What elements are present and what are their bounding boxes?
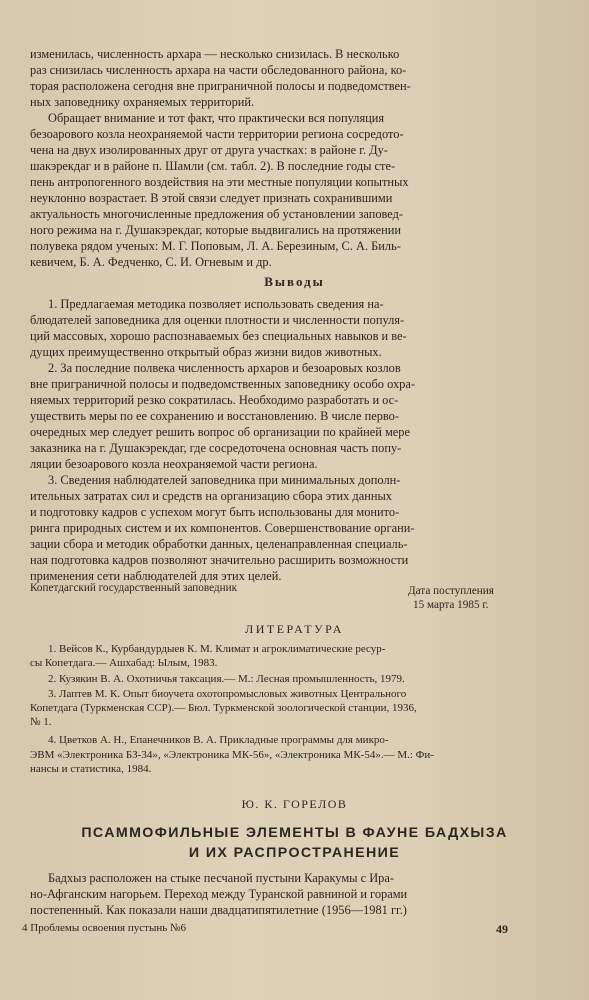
footer-signature: 4 Проблемы освоения пустынь №6 (22, 922, 186, 934)
page-number: 49 (496, 922, 508, 936)
text-line: шакэрекдаг и в районе п. Шамли (см. табл. 2). В последние годы сте- (30, 159, 396, 173)
reference-line: 3. Лаптев М. К. Опыт биоучета охотопромысловых животных Центрального (48, 688, 407, 700)
text-line: няемых территорий резко сократилась. Необходимо разработать и ос- (30, 393, 399, 407)
text-line: постепенный. Как показали наши двадцатипятилетние (1956—1981 гг.) (30, 903, 407, 917)
institution-name: Копетдагский государственный заповедник (30, 582, 238, 594)
text-line: раз снизилась численность архара на части обследованного района, ко- (30, 63, 407, 77)
reference-line: Копетдага (Туркменская ССР).— Бюл. Туркменской зоологической станции, 1936, (30, 702, 417, 714)
text-line: ительных затратах сил и средств на организацию сбора этих данных (30, 489, 392, 503)
text-line: ного режима на г. Душакэрекдаг, которые выдвигались на протяжении (30, 223, 402, 237)
text-line: пень антропогенного воздействия на эти местные популяции копытных (30, 175, 409, 189)
text-line: ций массовых, хорошо распознаваемых без специальных навыков и ве- (30, 329, 407, 343)
text-line: заказника на г. Душакэрекдаг, где сосредоточена основная часть попу- (30, 441, 402, 455)
text-line: и подготовку кадров с успехом могут быть использованы для монито- (30, 505, 400, 519)
received-label: Дата поступления (408, 585, 494, 597)
text-line: но-Афганским нагорьем. Переход между Туранской равниной и горами (30, 887, 408, 901)
text-line: безоарового козла неохраняемой части территории региона сосредото- (30, 127, 404, 141)
text-line: ных заповеднику охраняемых территорий. (30, 95, 255, 109)
text-line: полувека рядом ученых: М. Г. Поповым, Л. А. Березиным, С. А. Биль- (30, 239, 401, 253)
reference-line: 1. Вейсов К., Курбандурдыев К. М. Климат и агроклиматические ресур- (48, 643, 386, 655)
text-line: торая расположена сегодня вне пригpаничной полосы и подведомствен- (30, 79, 411, 93)
conclusions-heading: Выводы (264, 274, 325, 289)
text-line: Обращает внимание и тот факт, что практически вся популяция (48, 111, 385, 125)
text-line: чена на двух изолированных друг от друга участках: в районе г. Ду- (30, 143, 388, 157)
reference-line: № 1. (30, 716, 52, 728)
article-title-line: И ИХ РАСПРОСТРАНЕНИЕ (188, 845, 401, 861)
text-line: актуальность многочисленные предложения об установлении заповед- (30, 207, 404, 221)
reference-line: нансы и статистика, 1984. (30, 763, 152, 775)
text-line: дущих преимущественно открытый образ жизни видов животных. (30, 345, 382, 359)
text-line: 2. За последние полвека численность архаров и безоаровых козлов (48, 361, 401, 375)
text-line: зации сбора и методик обработки данных, целенаправленная специаль- (30, 537, 408, 551)
author-name: Ю. К. ГОРЕЛОВ (241, 797, 348, 811)
article-title-line: ПСАММОФИЛЬНЫЕ ЭЛЕМЕНТЫ В ФАУНЕ БАДХЫЗА (81, 825, 508, 841)
text-line: очередных мер следует решить вопрос об организации по крайней мере (30, 425, 410, 439)
text-line: ринга природных систем и их компонентов. Совершенствование органи- (30, 521, 415, 535)
literature-heading: ЛИТЕРАТУРА (245, 622, 344, 636)
text-line: применения сети наблюдателей для этих целей. (30, 569, 282, 583)
text-line: 3. Сведения наблюдателей заповедника при минимальных дополн- (48, 473, 401, 487)
reference-line: 2. Кузякин В. А. Охотничья таксация.— М.: Лесная промышленность, 1979. (48, 673, 405, 685)
received-date: 15 марта 1985 г. (413, 599, 489, 611)
text-line: ляции безоарового козла неохраняемой части региона. (30, 457, 318, 471)
text-line: Бадхыз расположен на стыке песчаной пустыни Каракумы с Ира- (48, 871, 394, 885)
text-line: ная подготовка кадров позволяют значительно расширить возможности (30, 553, 409, 567)
text-line: уществить меры по ее сохранению и восстановлению. В числе перво- (30, 409, 399, 423)
text-line: вне пригpаничной полосы и подведомственных заповеднику особо охра- (30, 377, 415, 391)
text-line: кевичем, Б. А. Федченко, С. И. Огневым и др. (30, 255, 272, 269)
text-line: изменилась, численность архара — несколько снизилась. В несколько (30, 47, 400, 61)
text-line: 1. Предлагаемая методика позволяет использовать сведения на- (48, 297, 384, 311)
reference-line: 4. Цветков А. Н., Епанечников В. А. Прикладные программы для микро- (48, 734, 389, 746)
reference-line: сы Копетдага.— Ашхабад: Ылым, 1983. (30, 657, 218, 669)
text-line: неуклонно возрастает. В этой связи следует признать сохранившими (30, 191, 393, 205)
reference-line: ЭВМ «Электроника БЗ-34», «Электроника МК-56», «Электроника МК-54».— М.: Фи- (30, 749, 434, 761)
text-line: блюдателей заповедника для оценки плотности и численности популя- (30, 313, 405, 327)
